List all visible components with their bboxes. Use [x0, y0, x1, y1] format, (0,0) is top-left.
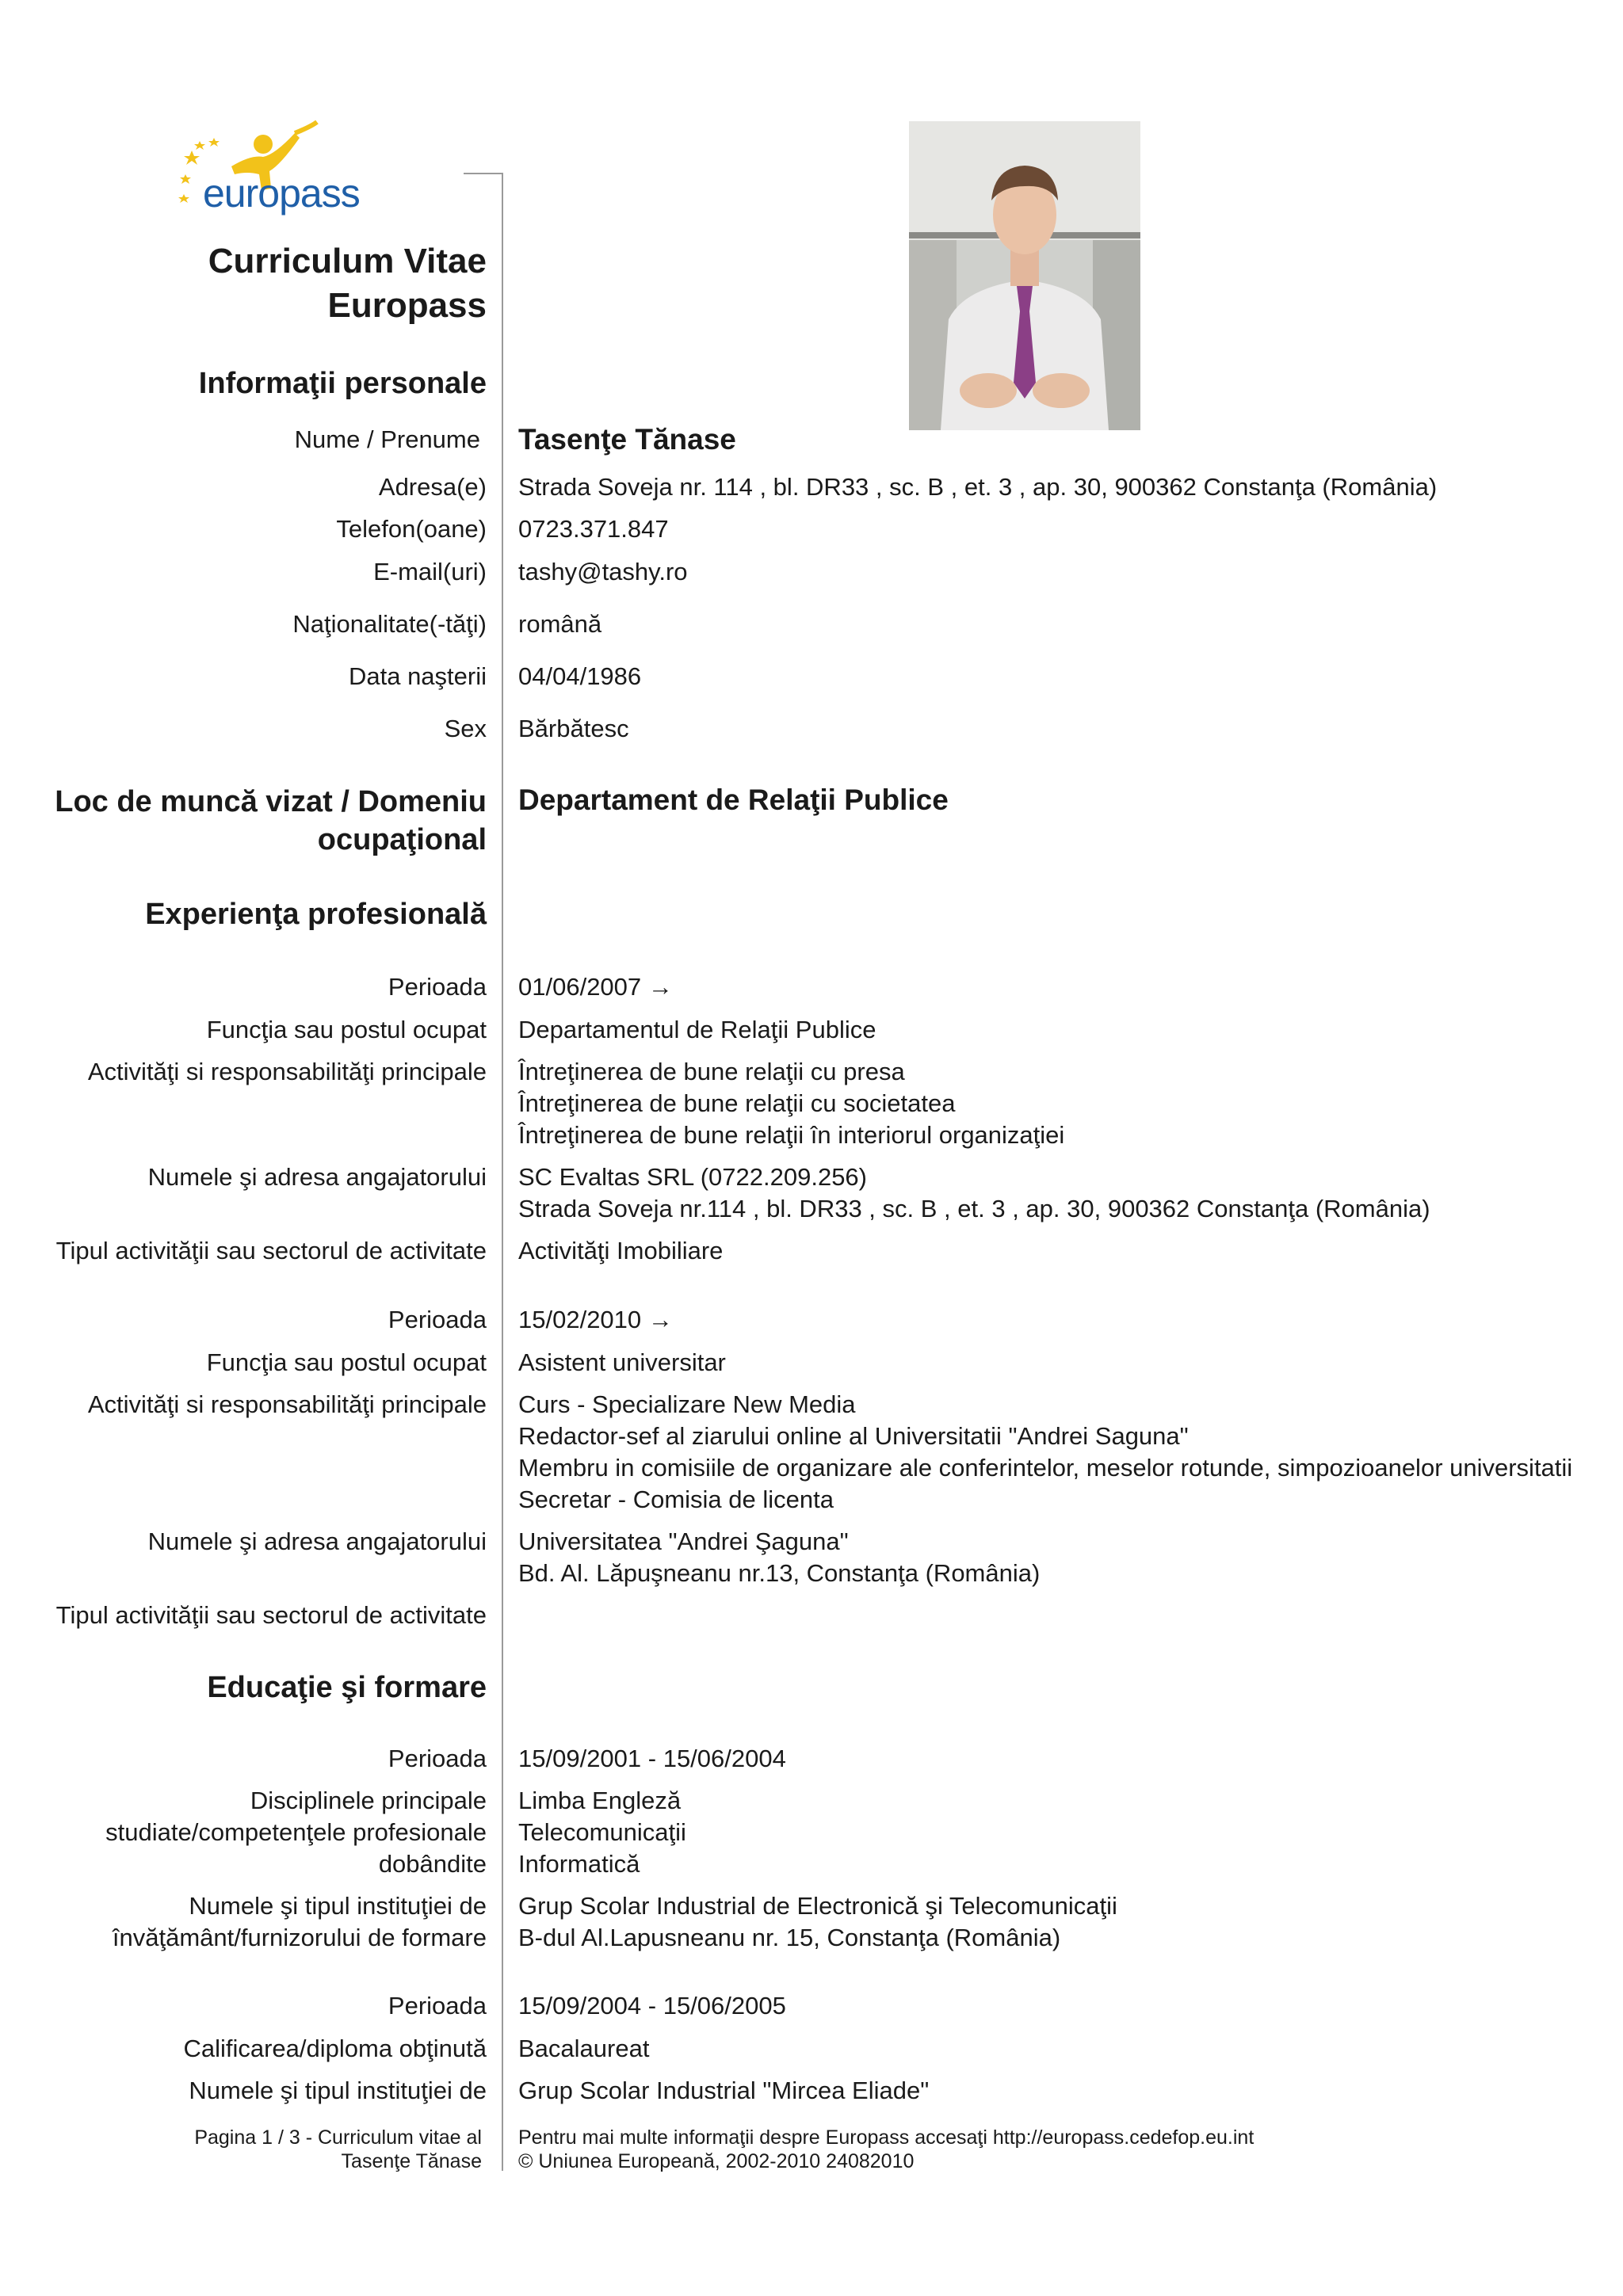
phone-label: Telefon(oane) [336, 515, 487, 543]
europass-logo [176, 119, 366, 222]
job-target-label-line1: Loc de muncă vizat / Domeniu [55, 785, 487, 818]
footer-copyright: © Uniunea Europeană, 2002-2010 24082010 [518, 2150, 915, 2172]
nationality-label: Naţionalitate(-tăţi) [292, 610, 487, 638]
exp1-sector-label: Tipul activităţii sau sectorul de activitate [55, 1237, 487, 1264]
footer-divider [502, 2123, 503, 2171]
edu1-subject: Informatică [518, 1850, 640, 1878]
experience-heading: Experienţa profesională [145, 898, 487, 931]
edu1-subjects-label: Disciplinele principale [250, 1787, 487, 1814]
edu2-period: 15/09/2004 - 15/06/2005 [518, 1992, 786, 2019]
birth-date-label: Data naşterii [348, 662, 487, 690]
job-target-value: Departament de Relaţii Publice [518, 784, 949, 816]
europass-wordmark [203, 171, 360, 215]
person-photo-icon [909, 121, 1140, 430]
email-value[interactable]: tashy@tashy.ro [518, 558, 688, 585]
exp1-activity: Întreţinerea de bune relaţii în interiorul organizaţiei [518, 1121, 1065, 1149]
phone-value: 0723.371.847 [518, 515, 669, 543]
exp2-period: 15/02/2010 → [518, 1306, 673, 1333]
edu1-period: 15/09/2001 - 15/06/2004 [518, 1745, 786, 1772]
column-divider [502, 173, 503, 2168]
address-value: Strada Soveja nr. 114 , bl. DR33 , sc. B , et. 3 , ap. 30, 900362 Constanţa (România) [518, 473, 1438, 501]
sex-value: Bărbătesc [518, 715, 629, 742]
cv-title-line1: Curriculum Vitae [208, 242, 487, 280]
personal-info-heading: Informaţii personale [198, 367, 487, 400]
exp1-period: 01/06/2007 → [518, 973, 673, 1001]
exp1-employer-label: Numele şi adresa angajatorului [147, 1163, 487, 1191]
edu1-institution-label: Numele şi tipul instituţiei de [189, 1892, 487, 1920]
exp1-period-label: Perioada [388, 973, 487, 1001]
name-value: Tasenţe Tănase [518, 423, 736, 456]
name-label: Nume / Prenume [294, 425, 480, 453]
edu1-subjects-label: studiate/competenţele profesionale [105, 1818, 487, 1846]
profile-photo [909, 121, 1140, 430]
header-rule [464, 173, 503, 174]
footer-page-owner: Tasenţe Tănase [341, 2150, 482, 2172]
exp2-employer-label: Numele şi adresa angajatorului [147, 1527, 487, 1555]
edu2-period-label: Perioada [388, 1992, 487, 2019]
exp2-position-label: Funcţia sau postul ocupat [206, 1348, 487, 1376]
exp1-employer-address: Strada Soveja nr.114 , bl. DR33 , sc. B , et. 3 , ap. 30, 900362 Constanţa (România) [518, 1195, 1430, 1222]
address-label: Adresa(e) [378, 473, 487, 501]
exp2-activities-label: Activităţi si responsabilităţi principale [87, 1390, 487, 1418]
edu1-subjects-label: dobândite [378, 1850, 487, 1878]
edu2-qualification-label: Calificarea/diploma obţinută [183, 2035, 487, 2062]
edu1-subject: Telecomunicaţii [518, 1818, 686, 1846]
footer-europass-info: Pentru mai multe informaţii despre Europass accesaţi http://europass.cedefop.eu.int [518, 2126, 1254, 2149]
exp2-sector-label: Tipul activităţii sau sectorul de activitate [55, 1601, 487, 1629]
exp1-employer: SC Evaltas SRL (0722.209.256) [518, 1163, 867, 1191]
nationality-value: română [518, 610, 602, 638]
exp2-employer-address: Bd. Al. Lăpuşneanu nr.13, Constanţa (România) [518, 1559, 1041, 1587]
exp1-activity: Întreţinerea de bune relaţii cu presa [518, 1058, 905, 1085]
exp2-activity: Membru in comisiile de organizare ale conferintelor, meselor rotunde, simpozioanelor universitatii [518, 1454, 1573, 1482]
exp1-position: Departamentul de Relaţii Publice [518, 1016, 876, 1043]
footer-page-info: Pagina 1 / 3 - Curriculum vitae al [194, 2126, 482, 2149]
birth-date-value: 04/04/1986 [518, 662, 642, 690]
edu1-period-label: Perioada [388, 1745, 487, 1772]
exp2-activity: Secretar - Comisia de licenta [518, 1486, 834, 1513]
education-heading: Educaţie şi formare [207, 1671, 487, 1704]
exp2-period-label: Perioada [388, 1306, 487, 1333]
job-target-label-line2: ocupaţional [317, 823, 487, 856]
exp1-activity: Întreţinerea de bune relaţii cu societatea [518, 1089, 956, 1117]
edu2-institution-label: Numele şi tipul instituţiei de [189, 2077, 487, 2104]
exp2-position: Asistent universitar [518, 1348, 726, 1376]
edu1-institution: Grup Scolar Industrial de Electronică şi Telecomunicaţii [518, 1892, 1117, 1920]
edu1-institution-label: învăţământ/furnizorului de formare [112, 1924, 487, 1951]
email-label: E-mail(uri) [373, 558, 487, 585]
edu1-institution-address: B-dul Al.Lapusneanu nr. 15, Constanţa (România) [518, 1924, 1061, 1951]
exp1-sector: Activităţi Imobiliare [518, 1237, 724, 1264]
edu1-subject: Limba Engleză [518, 1787, 682, 1814]
sex-label: Sex [444, 715, 487, 742]
edu2-institution: Grup Scolar Industrial "Mircea Eliade" [518, 2077, 930, 2104]
exp2-activity: Curs - Specializare New Media [518, 1390, 856, 1418]
exp1-position-label: Funcţia sau postul ocupat [206, 1016, 487, 1043]
exp1-activities-label: Activităţi si responsabilităţi principale [87, 1058, 487, 1085]
exp2-activity: Redactor-sef al ziarului online al Universitatii "Andrei Saguna" [518, 1422, 1189, 1450]
europass-wordmark-text: europass [203, 171, 360, 215]
cv-title-line2: Europass [327, 286, 487, 325]
exp2-employer: Universitatea "Andrei Şaguna" [518, 1527, 849, 1555]
edu2-qualification: Bacalaureat [518, 2035, 650, 2062]
